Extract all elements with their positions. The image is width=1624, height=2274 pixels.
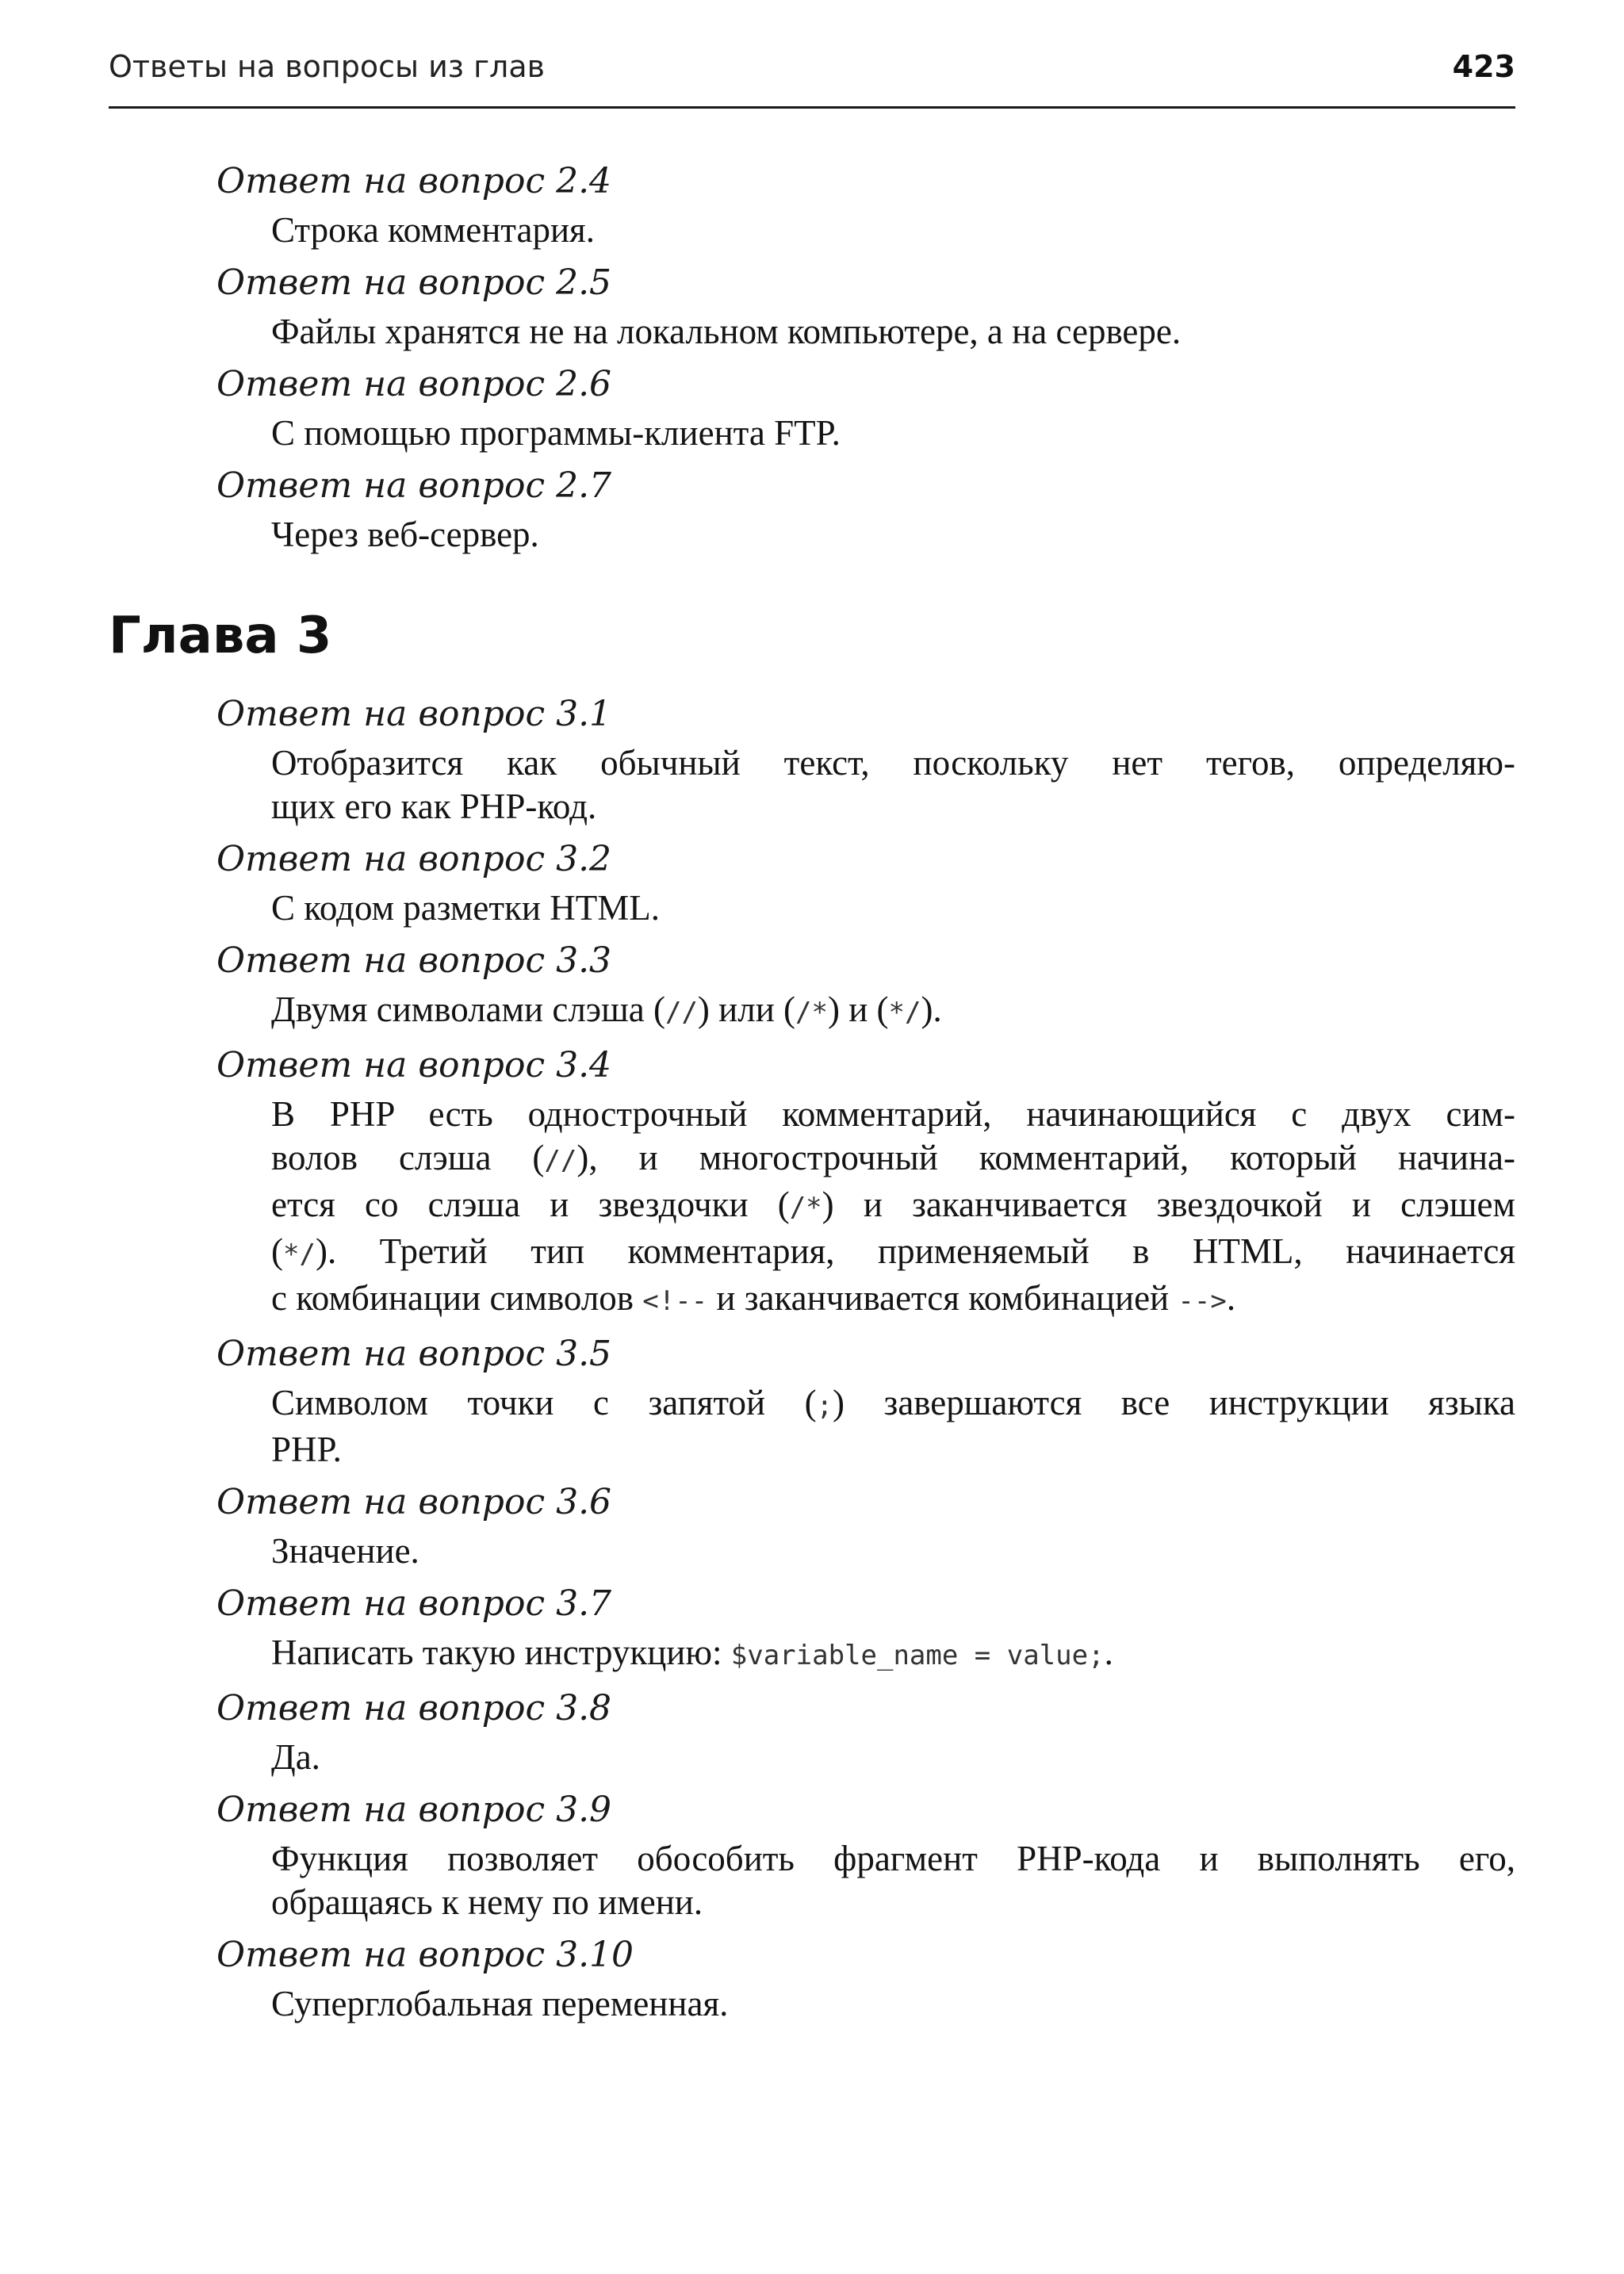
answer-text: [271, 412, 1515, 455]
answer-line: С помощью программы-клиента FTP.: [271, 413, 841, 453]
answer-line: Через веб-сервер.: [271, 515, 539, 554]
answer-block-3-7: [109, 1581, 1515, 1678]
answer-line: [271, 1631, 1515, 1678]
question-label: Ответ на вопрос 3.6: [216, 1482, 612, 1522]
answer-line: Значение.: [271, 1531, 419, 1571]
question-label: Ответ на вопрос 2.5: [216, 262, 612, 303]
question-label: Ответ на вопрос 3.10: [216, 1935, 634, 1975]
answer-block-3-6: [109, 1480, 1515, 1573]
answer-line: [271, 1277, 1515, 1323]
answer-line: PHP.: [271, 1430, 342, 1469]
answer-line: Отобразится как обычный текст, поскольку нет тегов, определяю-: [271, 743, 1515, 783]
text-fragment: Двумя символами слэша (: [271, 990, 665, 1029]
answer-block-3-8: [109, 1686, 1515, 1779]
text-fragment: .: [1226, 1278, 1236, 1318]
answer-line: Файлы хранятся не на локальном компьютере, а на сервере.: [271, 312, 1182, 351]
answer-line: Да.: [271, 1737, 320, 1777]
answer-block-3-1: [109, 691, 1515, 829]
running-header: [109, 46, 1515, 87]
answer-line: щих его как PHP-код.: [271, 787, 597, 826]
question-label: Ответ на вопрос 2.6: [216, 364, 612, 404]
text-fragment: и заканчивается комбинацией: [707, 1278, 1178, 1318]
question-label: Ответ на вопрос 2.4: [216, 161, 612, 201]
answer-text: [271, 513, 1515, 557]
answer-line: обращаясь к нему по имени.: [271, 1882, 703, 1922]
answer-block-3-3: [109, 938, 1515, 1035]
answer-text: [271, 1381, 1515, 1472]
question-label: Ответ на вопрос 3.7: [216, 1583, 612, 1624]
text-fragment: ) и заканчивается звездочкой и слэшем: [822, 1185, 1515, 1224]
page-content: [109, 151, 1515, 2032]
inline-code: -->: [1178, 1285, 1227, 1317]
text-fragment: ). Третий тип комментария, применяемый в HTML, начинается: [315, 1231, 1515, 1271]
inline-code: */: [283, 1238, 316, 1270]
answer-text: [271, 988, 1515, 1035]
answer-line: Функция позволяет обособить фрагмент PHP-кода и выполнять его,: [271, 1839, 1515, 1878]
answer-block-2-6: [109, 362, 1515, 455]
question-label: Ответ на вопрос 3.3: [216, 940, 612, 981]
text-fragment: волов слэша (: [271, 1138, 545, 1177]
answer-block-3-2: [109, 836, 1515, 930]
inline-code: /*: [795, 997, 828, 1028]
question-label: Ответ на вопрос 3.5: [216, 1334, 612, 1374]
text-fragment: Символом точки с запятой (: [271, 1383, 817, 1422]
question-label: Ответ на вопрос 3.8: [216, 1688, 612, 1728]
answer-text: [271, 886, 1515, 930]
inline-code: /*: [789, 1192, 822, 1223]
running-title: Ответы на вопросы из глав: [109, 49, 545, 84]
text-fragment: ) завершаются все инструкции языка: [833, 1383, 1516, 1422]
answer-block-2-5: [109, 260, 1515, 354]
answer-line: Строка комментария.: [271, 210, 595, 250]
answer-block-3-4: [109, 1043, 1515, 1323]
text-fragment: ) или (: [697, 990, 796, 1029]
question-label: Ответ на вопрос 3.1: [216, 694, 612, 734]
inline-code: //: [544, 1145, 577, 1177]
text-fragment: .: [1104, 1633, 1113, 1672]
answer-text: [271, 1837, 1515, 1924]
text-fragment: ется со слэша и звездочки (: [271, 1185, 790, 1224]
answer-text: [271, 1736, 1515, 1779]
answer-text: [271, 741, 1515, 829]
answer-text: [271, 310, 1515, 354]
text-fragment: Написать такую инструкцию:: [271, 1633, 731, 1672]
question-label: Ответ на вопрос 3.9: [216, 1790, 612, 1830]
text-fragment: с комбинации символов: [271, 1278, 643, 1318]
question-label: Ответ на вопрос 3.2: [216, 839, 612, 879]
answer-line: [271, 1230, 1515, 1277]
answer-block-3-10: [109, 1932, 1515, 2026]
text-fragment: ) и (: [827, 990, 889, 1029]
answer-line: [271, 1136, 1515, 1183]
header-divider: [109, 106, 1515, 109]
chapter-title: Глава 3: [109, 607, 332, 665]
answer-line: [271, 1381, 1515, 1428]
answer-line: Суперглобальная переменная.: [271, 1984, 729, 2023]
question-label: Ответ на вопрос 3.4: [216, 1045, 612, 1085]
text-fragment: (: [271, 1231, 283, 1271]
answer-text: [271, 1631, 1515, 1678]
answer-block-3-5: [109, 1331, 1515, 1472]
inline-code: ;: [816, 1390, 833, 1422]
answer-line: [271, 988, 1515, 1035]
inline-code: */: [888, 997, 921, 1028]
answer-line: С кодом разметки HTML.: [271, 888, 660, 928]
answer-line: В PHP есть однострочный комментарий, начинающийся с двух сим-: [271, 1094, 1515, 1134]
answer-block-3-9: [109, 1787, 1515, 1924]
answer-text: [271, 1982, 1515, 2026]
text-fragment: ), и многострочный комментарий, который начина-: [576, 1138, 1515, 1177]
answer-text: [271, 1529, 1515, 1573]
answer-text: [271, 1093, 1515, 1323]
answer-block-2-4: [109, 159, 1515, 252]
text-fragment: ).: [921, 990, 942, 1029]
answer-line: [271, 1183, 1515, 1230]
question-label: Ответ на вопрос 2.7: [216, 465, 612, 506]
answer-text: [271, 209, 1515, 252]
answer-block-2-7: [109, 463, 1515, 557]
inline-code: $variable_name = value;: [730, 1640, 1105, 1671]
page-number: 423: [1452, 49, 1515, 84]
inline-code: <!--: [642, 1285, 708, 1317]
inline-code: //: [665, 997, 698, 1028]
